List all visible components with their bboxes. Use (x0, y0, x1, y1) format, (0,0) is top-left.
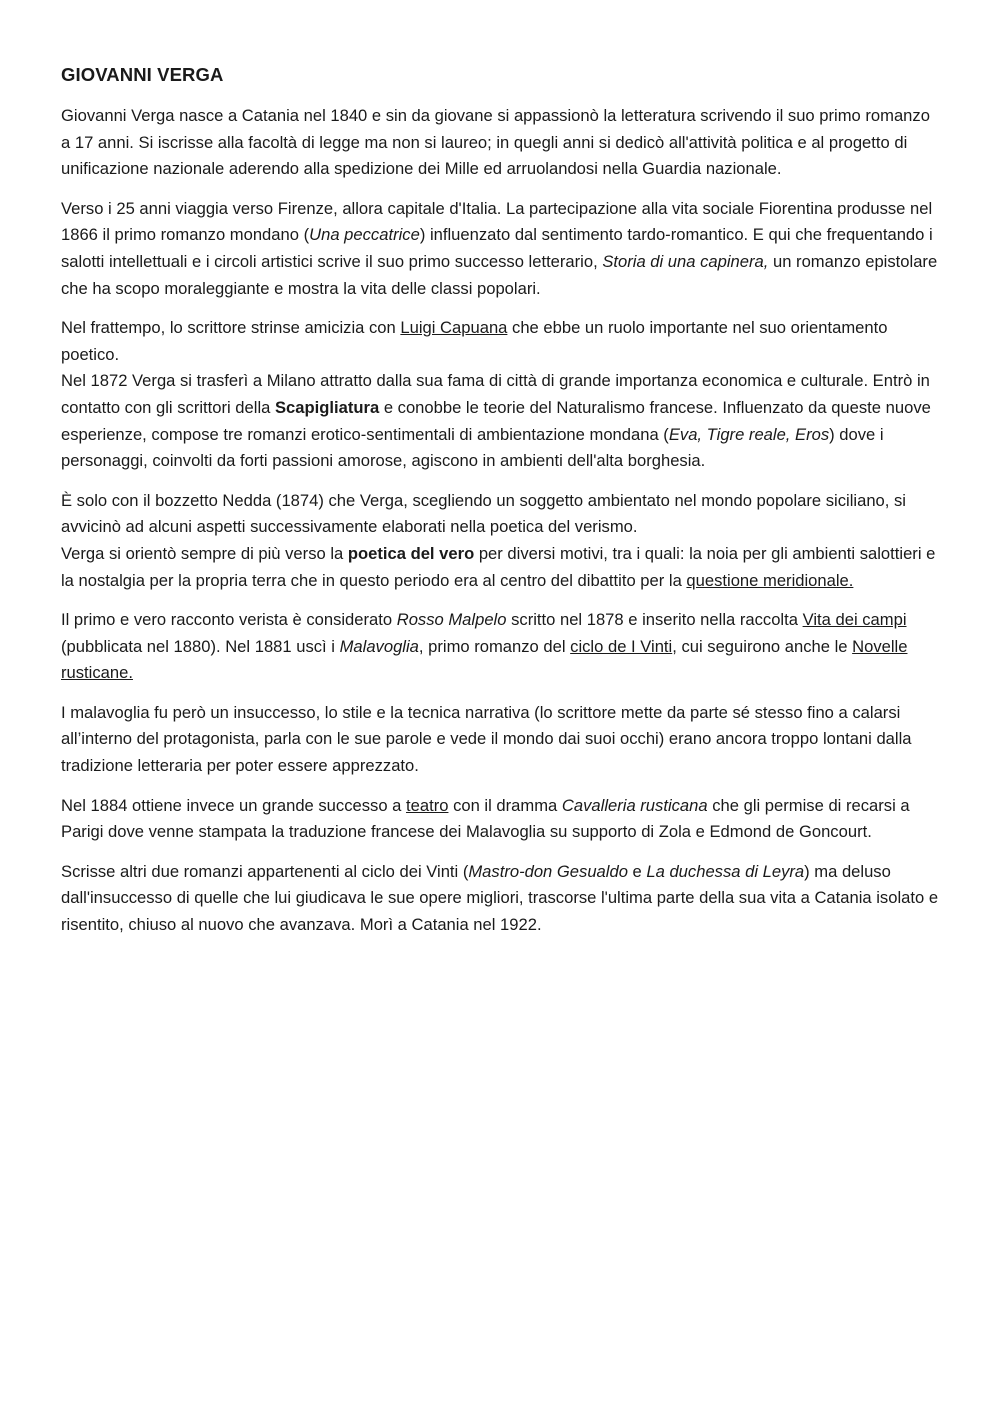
paragraph (61, 368, 942, 474)
paragraph (61, 541, 942, 594)
text-segment: con il dramma (448, 795, 562, 815)
text-segment: che gli permise di recarsi a Parigi dove venne stampata la traduzione francese dei Malavoglia su supporto di Zola e Edmond de Goncourt. (61, 795, 910, 842)
text-segment: Nel frattempo, lo scrittore strinse amicizia con (61, 318, 401, 338)
italic-title: La duchessa di Leyra (646, 861, 805, 881)
text-segment: un romanzo epistolare che ha scopo moraleggiante e mostra la vita delle classi popolari. (61, 251, 938, 298)
italic-title: Storia di una capinera, (602, 251, 769, 271)
text-segment: per diversi motivi, tra i quali: la noia per gli ambienti salottieri e la nostalgia per la propria terra che in questo periodo era al centro del dibattito per la (61, 543, 936, 590)
italic-title: Cavalleria rusticana (561, 795, 708, 815)
paragraph (61, 700, 942, 780)
underlined-text: Vita dei campi (802, 610, 907, 630)
italic-title: Eva, Tigre reale, Eros (668, 424, 830, 444)
text-segment: ) ma deluso dall'insuccesso di quelle che lui giudicava le sue opere migliori, trascorse l'ultima parte della sua vita a Catania isolato e risentito, chiuso al nuovo che avanzava. Morì a Catania nel 1922. (61, 861, 939, 935)
italic-title: Una peccatrice (309, 225, 420, 245)
bold-term: poetica del vero (347, 543, 475, 563)
italic-title: Mastro-don Gesualdo (468, 861, 628, 881)
text-segment: che ebbe un ruolo importante nel suo orientamento poetico. (61, 318, 888, 364)
text-segment: ) influenzato dal sentimento tardo-romantico. E qui che frequentando i salotti intellettuali e i circoli artistici scrive il suo primo successo letterario, (61, 225, 933, 271)
text-segment: Nel 1884 ottiene invece un grande successo a (61, 795, 407, 815)
paragraph (61, 315, 942, 368)
text-segment: È solo con il bozzetto Nedda (1874) che Verga, scegliendo un soggetto ambientato nel mondo popolare siciliano, si avvicinò ad alcuni aspetti successivamente elaborati nella poetica del verismo. (61, 490, 906, 537)
text-segment: ) dove i personaggi, coinvolti da forti passioni amorose, agiscono in ambienti dell'alta borghesia. (61, 424, 884, 471)
paragraph (61, 196, 942, 302)
underlined-text: ciclo de I Vinti (570, 636, 673, 656)
text-segment: e (627, 861, 647, 881)
text-segment: Giovanni Verga nasce a Catania nel 1840 e sin da giovane si appassionò la letteratura scrivendo il suo primo romanzo a 17 anni. Si iscrisse alla facoltà di legge ma non si laureo; in quegli anni si dedicò all'attività politica e al progetto di unificazione nazionale aderendo alla spedizione dei Mille ed arruolandosi nella Guardia nazionale. (61, 106, 930, 179)
text-segment: , primo romanzo del (418, 636, 571, 656)
text-segment: (pubblicata nel 1880). Nel 1881 uscì i (61, 636, 340, 656)
text-segment: Nel 1872 Verga si trasferì a Milano attratto dalla sua fama di città di grande importanza economica e culturale. Entrò in contatto con gli scrittori della (61, 371, 930, 417)
paragraph (61, 488, 942, 541)
text-segment: , cui seguirono anche le (672, 636, 853, 656)
italic-title: Malavoglia (339, 636, 419, 656)
underlined-text: Novelle rusticane. (61, 636, 908, 683)
underlined-text: questione meridionale. (686, 570, 854, 590)
paragraph (61, 103, 942, 183)
document-title: GIOVANNI VERGA (61, 64, 224, 85)
text-segment: e conobbe le teorie del Naturalismo francese. Influenzato da queste nuove esperienze, compose tre romanzi erotico-sentimentali di ambientazione mondana ( (61, 397, 931, 444)
text-segment: Il primo e vero racconto verista è considerato (61, 610, 397, 630)
underlined-text: teatro (406, 795, 449, 815)
text-segment: Verso i 25 anni viaggia verso Firenze, allora capitale d'Italia. La partecipazione alla vita sociale Fiorentina produsse nel 1866 il primo romanzo mondano ( (61, 198, 933, 245)
paragraph (61, 607, 942, 687)
italic-title: Rosso Malpelo (396, 610, 507, 630)
text-segment: scritto nel 1878 e inserito nella raccolta (506, 610, 803, 630)
bold-term: Scapigliatura (274, 397, 380, 417)
paragraph (61, 793, 942, 846)
paragraph (61, 859, 942, 939)
text-segment: Scrisse altri due romanzi appartenenti al ciclo dei Vinti ( (61, 861, 469, 881)
text-segment: I malavoglia fu però un insuccesso, lo stile e la tecnica narrativa (lo scrittore mette da parte sé stesso fino a calarsi all’interno del protagonista, parla con le sue parole e vede il mondo dai suoi occhi) erano ancora troppo lontani dalla tradizione letteraria per poter essere apprezzato. (61, 702, 912, 776)
text-segment: Verga si orientò sempre di più verso la (61, 543, 348, 563)
document-body (61, 103, 942, 939)
underlined-text: Luigi Capuana (400, 318, 508, 338)
